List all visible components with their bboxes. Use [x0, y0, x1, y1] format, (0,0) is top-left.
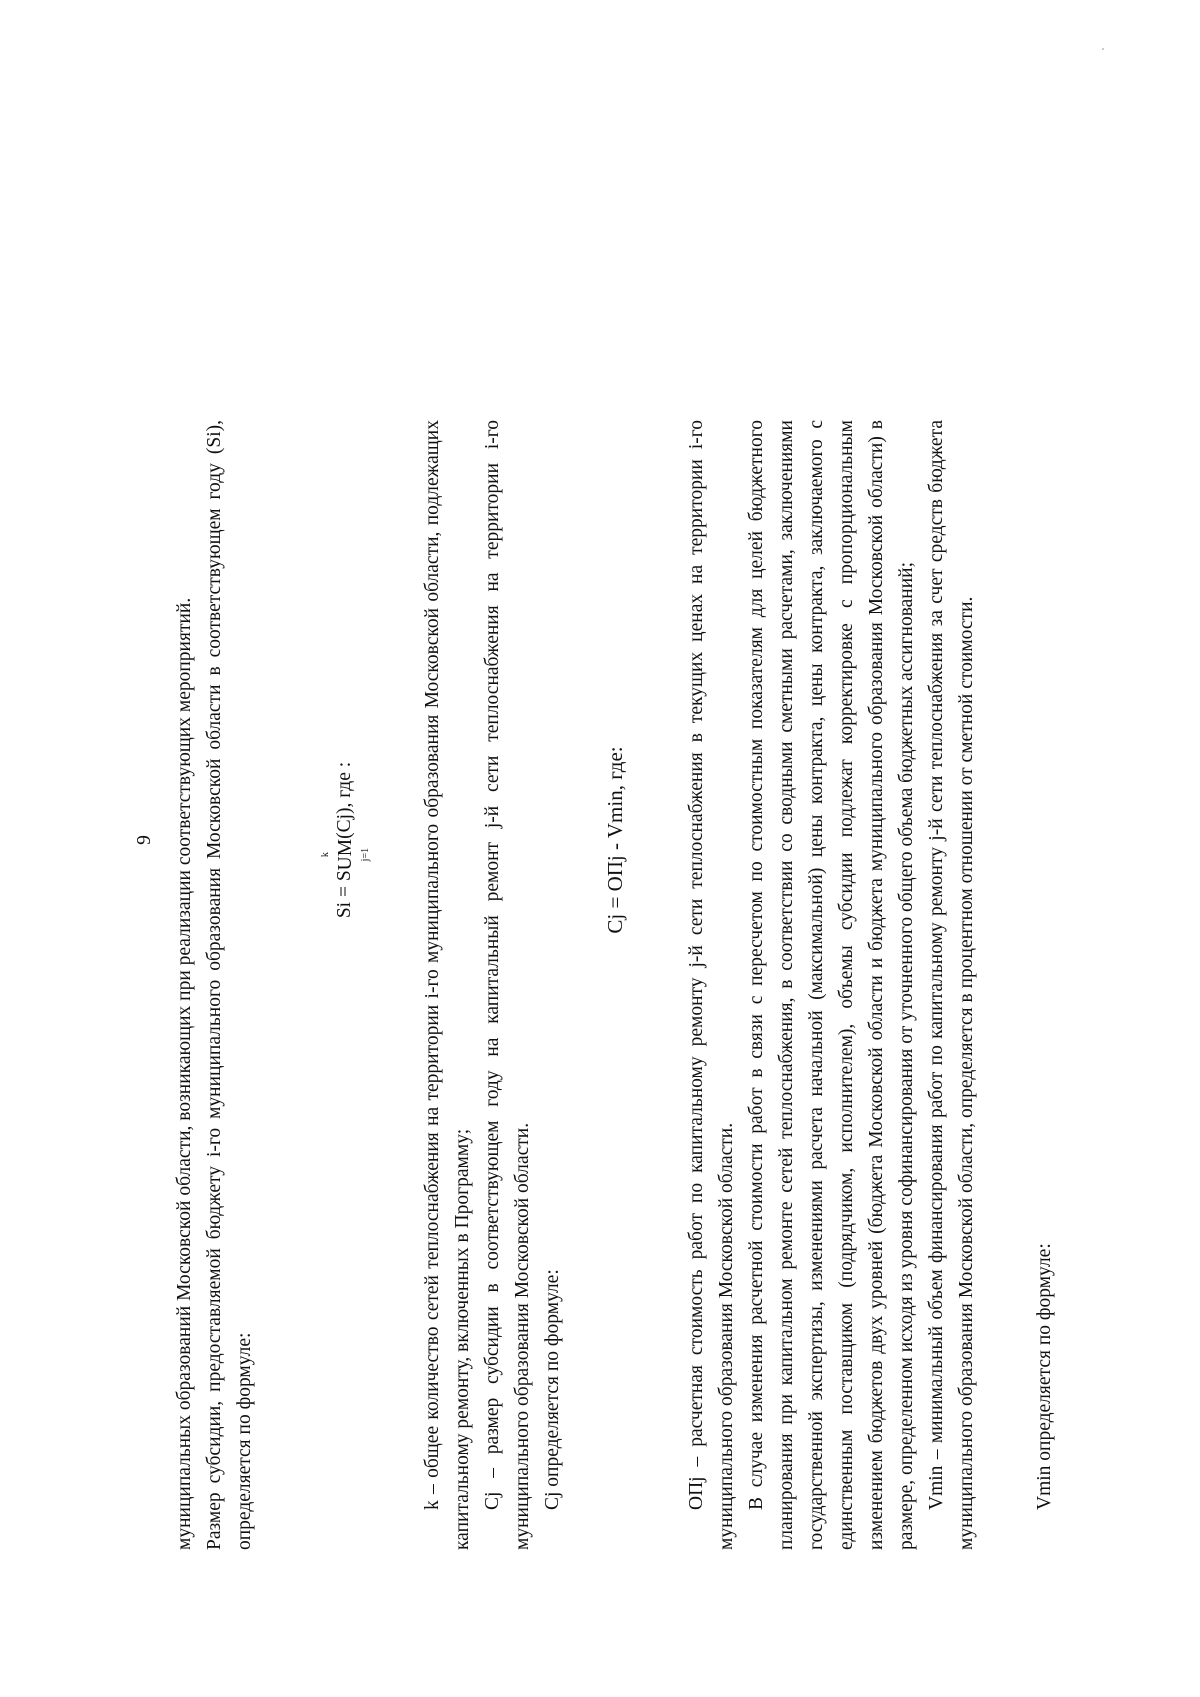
sum-word: UM: [334, 838, 356, 871]
explanations-block: [682, 420, 982, 1550]
definition-opj: ОПj – расчетная стоимость работ по капитальному ремонту j-й сети теплоснабжения в текущих ценах на территории i-го муниципального образования Московской области.: [686, 420, 737, 1550]
intro-block: [170, 420, 260, 1550]
recalculation-paragraph: В случае изменения расчетной стоимости работ в связи с пересчетом по стоимостным показателям для целей бюджетного планирования при капитальном ремонте сетей теплоснабжения, в соответствии со сводными сметными расчетами, заключениями государственной экспертизы, изменениями расчета начальной (максимальной) цены контракта, цены контракта, заключаемого с единственным поставщиком (подрядчиком, исполнителем), объемы субсидии подлежат корректировке с пропорциональным изменением бюджетов двух уровней (бюджета Московской области и бюджета муниципального образования Московской области) в размере, определенном исходя из уровня софинансирования от уточненного общего объема бюджетных ассигнований;: [746, 420, 917, 1550]
formula-si-right: (Cj), где :: [334, 761, 355, 839]
sum-operator: [319, 838, 371, 871]
sum-upper-limit: k: [319, 852, 331, 858]
intro-paragraph-2: Размер субсидии, предоставляемой бюджету i-го муниципального образования Московской области в соответствующем году (Si), определяется по формуле:: [204, 420, 255, 1550]
sum-lower-limit: j=1: [359, 847, 371, 862]
cj-formula-intro: Cj определяется по формуле:: [542, 1269, 563, 1510]
vmin-block: [1030, 420, 1060, 1550]
rotated-content: [130, 90, 1080, 1590]
formula-si: [319, 90, 371, 1590]
formula-cj: Cj = ОПj - Vmin, где:: [603, 746, 627, 934]
definitions-block: [418, 420, 568, 1550]
page-number: 9: [134, 835, 155, 845]
intro-paragraph-1: муниципальных образований Московской области, возникающих при реализации соответствующих мероприятий.: [174, 597, 195, 1550]
vmin-formula-intro: Vmin определяется по формуле:: [1034, 1243, 1055, 1510]
definition-k: k – общее количество сетей теплоснабжения на территории i-го муниципального образования Московской области, подлежащих капитальному ремонту, включенных в Программу;: [422, 420, 473, 1550]
definition-cj: Cj – размер субсидии в соответствующем году на капитальный ремонт j-й сети теплоснабжения на территории i-го муниципального образования Московской области.: [482, 420, 533, 1550]
definition-vmin: Vmin – минимальный объем финансирования работ по капитальному ремонту j-й сети теплоснабжения за счет средств бюджета муниципального образования Московской области, определяется в процентном отношении от сметной стоимости.: [926, 420, 977, 1550]
formula-si-left: Si = S: [334, 870, 355, 919]
scan-speck: [1102, 48, 1104, 50]
